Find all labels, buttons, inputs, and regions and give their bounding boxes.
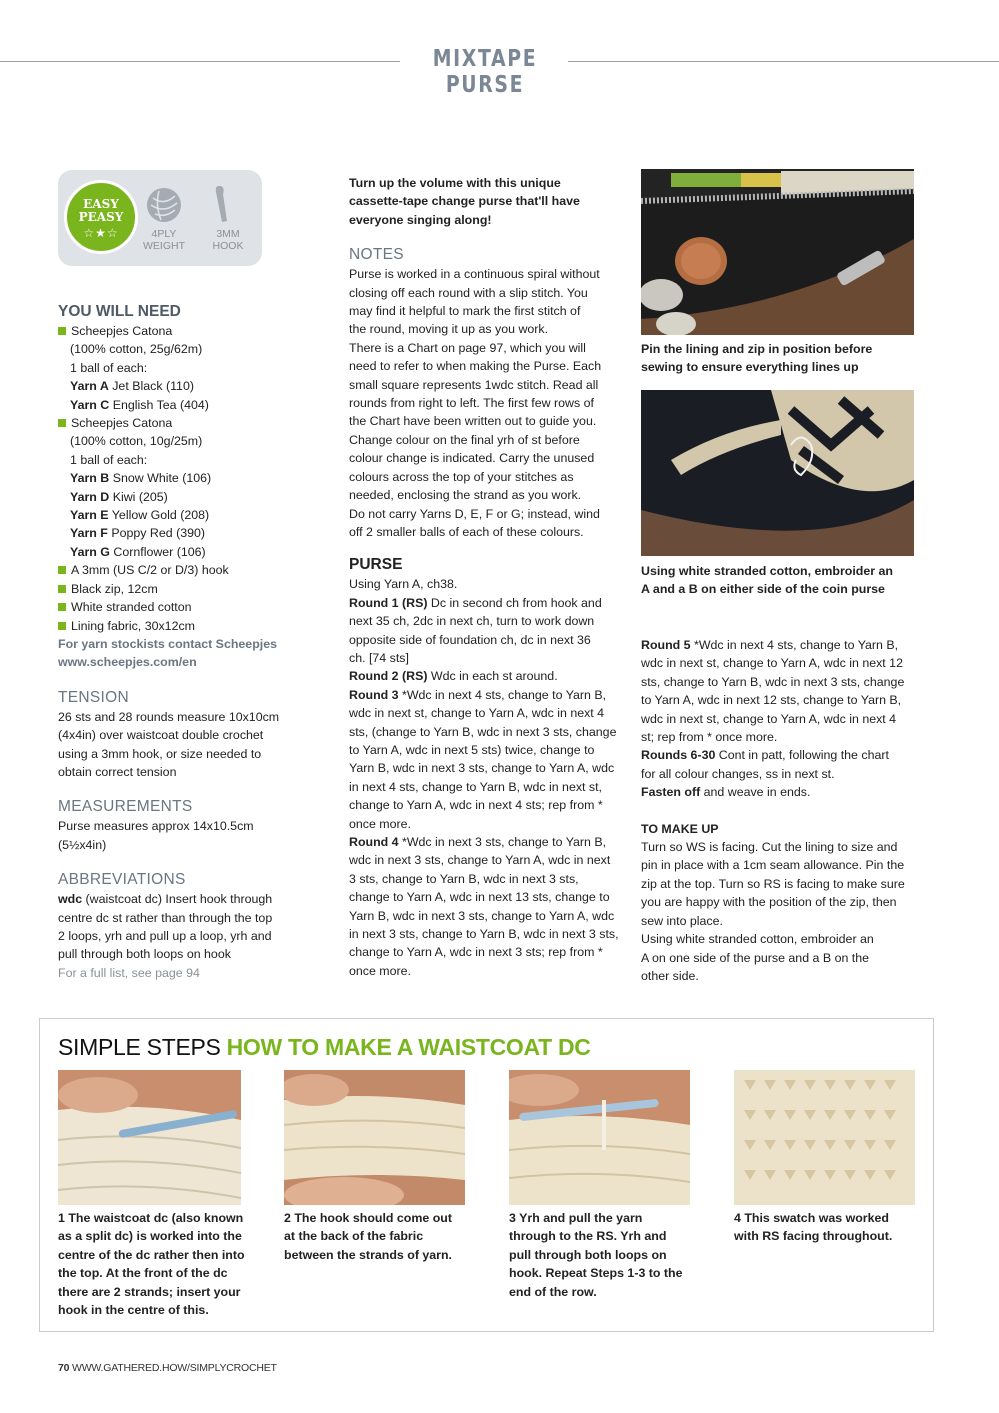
text-line: Yarn B, wdc in next 3 sts, change to Yarn A, wdc xyxy=(349,908,615,923)
stockists-note: For yarn stockists contact Scheepjes xyxy=(58,636,277,651)
column-pattern xyxy=(349,174,629,980)
intro-line: everyone singing along! xyxy=(349,212,492,227)
step-3-photo xyxy=(509,1070,690,1205)
page-number: 70 xyxy=(58,1362,70,1374)
text-line: pin in place with a 1cm seam allowance. Pin the xyxy=(641,858,905,873)
weight-label xyxy=(136,228,192,252)
yarn-c: Yarn C English Tea (404) xyxy=(70,397,209,412)
bullet-square-icon xyxy=(58,327,66,335)
difficulty-badge xyxy=(58,170,262,266)
yarn-d: Yarn D Kiwi (205) xyxy=(70,489,168,504)
text-line: between the strands of yarn. xyxy=(284,1247,452,1262)
text-line: colour change is indicated. Carry the unused xyxy=(349,451,595,466)
page-footer xyxy=(58,1362,277,1374)
full-list-note: For a full list, see page 94 xyxy=(58,965,200,980)
bullet-square-icon xyxy=(58,585,66,593)
text-line: to Yarn A, wdc in next 5 sts) twice, change to xyxy=(349,742,595,757)
round-3-body xyxy=(349,704,629,833)
column-make-up xyxy=(641,636,921,985)
round-4: Round 4 *Wdc in next 3 sts, change to Yarn B, xyxy=(349,835,607,849)
yarn2-qty: 1 ball of each: xyxy=(70,452,148,467)
photo-caption-2: Using white stranded cotton, embroider an A and a B on either side of the coin purse xyxy=(641,564,893,597)
tension-line: using a 3mm hook, or size needed to xyxy=(58,746,262,761)
star-rating-icon: ☆★☆ xyxy=(83,226,119,240)
column-materials xyxy=(58,302,308,982)
text-line: Yrh and pull the yarn xyxy=(515,1211,643,1225)
step-2-caption: 2 The hook should come out at the back of the fabric between the strands of yarn. xyxy=(284,1211,452,1262)
stockists-link[interactable]: www.scheepjes.com/en xyxy=(58,655,197,670)
text-line: wdc in next st, change to Yarn A, wdc in next 12 xyxy=(641,656,903,671)
abbreviation-line: centre dc st rather than through the top xyxy=(58,910,273,925)
step-4-caption: 4 This swatch was worked with RS facing throughout. xyxy=(734,1211,893,1244)
round-1-line: next 35 ch, 2dc in next ch, turn to work down xyxy=(349,614,595,629)
easy-peasy-seal xyxy=(64,180,138,254)
yarn1-detail: (100% cotton, 25g/62m) xyxy=(70,342,203,357)
text-line: small square represents 1wdc stitch. Read all xyxy=(349,377,599,392)
measurements-line: Purse measures approx 14x10.5cm xyxy=(58,819,254,834)
yarn-ball-icon xyxy=(147,188,181,222)
rounds-6-30-line: for all colour changes, ss in next st. xyxy=(641,766,835,781)
purse-heading: PURSE xyxy=(349,556,403,574)
text-line: wdc in next 3 sts, change to Yarn A, wdc in next xyxy=(349,853,611,868)
round-1-line: opposite side of foundation ch, dc in next 36 xyxy=(349,632,591,647)
text-line: need to refer to when making the Purse. Each xyxy=(349,359,602,374)
notes-body xyxy=(349,265,629,541)
text-line: wdc in next st, change to Yarn A, wdc in next 4 xyxy=(641,711,897,726)
intro-line: cassette-tape change purse that'll have xyxy=(349,194,580,209)
yarn-f: Yarn F Poppy Red (390) xyxy=(70,526,205,541)
fasten-off: Fasten off and weave in ends. xyxy=(641,785,811,800)
text-line: other side. xyxy=(641,968,699,983)
notes-heading: NOTES xyxy=(349,246,404,264)
text-line: through to the RS. Yrh and xyxy=(509,1229,667,1244)
measurements-heading: MEASUREMENTS xyxy=(58,798,193,816)
text-line: The hook should come out xyxy=(290,1211,452,1225)
page-title: MIXTAPE PURSE xyxy=(432,46,538,98)
yarn-e: Yarn E Yellow Gold (208) xyxy=(70,508,210,523)
purse-start: Using Yarn A, ch38. xyxy=(349,577,458,592)
text-line: There is a Chart on page 97, which you will xyxy=(349,340,586,355)
round-5-body xyxy=(641,654,921,746)
text-line: zip at the top. Turn so RS is facing to make sure xyxy=(641,876,905,891)
text-line: Change colour on the final yrh of st before xyxy=(349,432,580,447)
text-line: with RS facing throughout. xyxy=(734,1229,893,1244)
text-line: This swatch was worked xyxy=(740,1211,889,1225)
text-line: the Chart have been written out to guide you. xyxy=(349,414,597,429)
yarn-a: Yarn A Jet Black (110) xyxy=(70,379,194,394)
tension-line: 26 sts and 28 rounds measure 10x10cm xyxy=(58,709,280,724)
photo-caption-1: Pin the lining and zip in position before sewing to ensure everything lines up xyxy=(641,342,873,375)
text-line: sts, (change to Yarn B, wdc in next 3 sts, change xyxy=(349,724,617,739)
yarn2-detail: (100% cotton, 10g/25m) xyxy=(70,434,203,449)
text-line: there are 2 strands; insert your xyxy=(58,1284,241,1299)
difficulty-line1: EASY xyxy=(83,197,119,211)
text-line: Do not carry Yarns D, E, F or G; instead, wind xyxy=(349,506,600,521)
header-rule-left xyxy=(0,61,400,62)
text-line: pull through both loops on xyxy=(509,1247,667,1262)
text-line: colours across the top of your stitches as xyxy=(349,469,574,484)
yarn1-qty: 1 ball of each: xyxy=(70,360,148,375)
step-3-caption: 3 Yrh and pull the yarn through to the RS. Yrh and pull through both loops on hook. Repeat Steps 1-3 to the end of the row. xyxy=(509,1211,683,1299)
embroidery-photo xyxy=(641,390,914,556)
text-line: change to Yarn A, wdc in next 4 sts; rep from * xyxy=(349,798,603,813)
text-line: at the back of the fabric xyxy=(284,1229,424,1244)
text-line: off 2 smaller balls of each of these colours. xyxy=(349,524,584,539)
yarn-g: Yarn G Cornflower (106) xyxy=(70,544,206,559)
list-item: Scheepjes Catona xyxy=(58,414,308,432)
text-line: once more. xyxy=(349,963,411,978)
text-line: sew into place. xyxy=(641,913,723,928)
measurements-line: (5½x4in) xyxy=(58,837,107,852)
hook-icon xyxy=(213,184,233,229)
footer-url[interactable]: WWW.GATHERED.HOW/SIMPLYCROCHET xyxy=(69,1362,277,1374)
text-line: Purse is worked in a continuous spiral without xyxy=(349,267,600,282)
text-line: hook. Repeat Steps 1-3 to the xyxy=(509,1266,683,1281)
text-line: closing off each round with a slip stitch. You xyxy=(349,285,588,300)
text-line: as a split dc) is worked into the xyxy=(58,1229,242,1244)
list-item: White stranded cotton xyxy=(58,598,308,616)
abbreviation-line: pull through both loops on hook xyxy=(58,947,231,962)
text-line: Yarn B, wdc in next 3 sts, change to Yarn A, wdc xyxy=(349,761,615,776)
step-2-photo xyxy=(284,1070,465,1205)
to-make-up-heading: TO MAKE UP xyxy=(641,821,719,836)
text-line: rounds from right to left. The first few rows of xyxy=(349,396,594,411)
text-line: Using white stranded cotton, embroider an xyxy=(641,932,874,947)
round-3: Round 3 *Wdc in next 4 sts, change to Yarn B, xyxy=(349,687,607,702)
simple-steps-title: SIMPLE STEPS HOW TO MAKE A WAISTCOAT DC xyxy=(58,1034,591,1060)
bullet-square-icon xyxy=(58,566,66,574)
list-item: A 3mm (US C/2 or D/3) hook xyxy=(58,561,308,579)
text-line: you are happy with the position of the zip, then xyxy=(641,895,897,910)
text-line: change to Yarn A, wdc in next 3 sts; rep from * xyxy=(349,945,603,960)
text-line: sts, change to Yarn B, wdc in next 3 sts, change xyxy=(641,674,905,689)
step-1-photo xyxy=(58,1070,241,1205)
tension-line: (4x4in) over waistcoat double crochet xyxy=(58,728,264,743)
list-item: Black zip, 12cm xyxy=(58,580,308,598)
hook-label xyxy=(200,228,256,252)
text-line: The waistcoat dc (also known xyxy=(64,1211,244,1225)
weight-line2: WEIGHT xyxy=(143,240,185,252)
step-1-caption: 1 The waistcoat dc (also known as a split dc) is worked into the centre of the dc rather then into the top. At the front of the dc there are 2 strands; insert your hook in the centre of this. xyxy=(58,1211,245,1318)
bullet-square-icon xyxy=(58,603,66,611)
round-1-line: ch. [74 sts] xyxy=(349,650,409,665)
abbreviation-line: 2 loops, yrh and pull up a loop, yrh and xyxy=(58,928,272,943)
text-line: 3 sts, change to Yarn B, wdc in next 3 sts, xyxy=(349,871,579,886)
text-line: in next 4 sts, change to Yarn B, wdc in next st, xyxy=(349,779,602,794)
text-line: A on one side of the purse and a B on the xyxy=(641,950,870,965)
bullet-square-icon xyxy=(58,622,66,630)
header-rule-right xyxy=(568,61,999,62)
round-2: Round 2 (RS) Wdc in each st around. xyxy=(349,669,558,684)
round-1: Round 1 (RS) Dc in second ch from hook and xyxy=(349,595,602,610)
intro-line: Turn up the volume with this unique xyxy=(349,176,561,190)
tension-heading: TENSION xyxy=(58,688,129,706)
rounds-6-30: Rounds 6-30 Cont in patt, following the chart xyxy=(641,748,889,763)
text-line: centre of the dc rather then into xyxy=(58,1247,245,1262)
text-line: hook in the centre of this. xyxy=(58,1303,209,1318)
tension-line: obtain correct tension xyxy=(58,764,177,779)
text-line: in next 3 sts, change to Yarn B, wdc in next 3 sts, xyxy=(349,927,619,942)
text-line: once more. xyxy=(349,816,411,831)
purse-zip-photo xyxy=(641,169,914,335)
abbreviation-wdc: wdc (waistcoat dc) Insert hook through xyxy=(58,892,273,907)
yarn-b: Yarn B Snow White (106) xyxy=(70,471,212,486)
round-5: Round 5 *Wdc in next 4 sts, change to Yarn B, xyxy=(641,638,899,652)
text-line: to Yarn A, wdc in next 12 sts, change to Yarn B, xyxy=(641,693,902,708)
text-line: change to Yarn A, wdc in next 13 sts, change to xyxy=(349,890,610,905)
step-4-photo xyxy=(734,1070,915,1205)
bullet-square-icon xyxy=(58,419,66,427)
text-line: the top. At the front of the dc xyxy=(58,1266,228,1281)
text-line: may find it helpful to mark the first stitch of xyxy=(349,304,581,319)
round-4-body xyxy=(349,851,629,980)
text-line: end of the row. xyxy=(509,1284,597,1299)
list-item: Scheepjes Catona xyxy=(58,322,308,340)
hook-line1: 3MM xyxy=(216,228,240,240)
make-up-body xyxy=(641,838,921,985)
abbreviations-heading: ABBREVIATIONS xyxy=(58,871,186,889)
text-line: wdc in next st, change to Yarn A, wdc in next 4 xyxy=(349,706,605,721)
text-line: the round, moving it up as you work. xyxy=(349,322,549,337)
text-line: Turn so WS is facing. Cut the lining to size and xyxy=(641,840,898,855)
hook-line2: HOOK xyxy=(212,240,244,252)
difficulty-line2: PEASY xyxy=(78,210,124,224)
text-line: needed, enclosing the strand as you work. xyxy=(349,488,582,503)
you-will-need-heading: YOU WILL NEED xyxy=(58,303,181,320)
weight-line1: 4PLY xyxy=(151,228,177,240)
list-item: Lining fabric, 30x12cm xyxy=(58,617,308,635)
text-line: st; rep from * once more. xyxy=(641,730,778,745)
